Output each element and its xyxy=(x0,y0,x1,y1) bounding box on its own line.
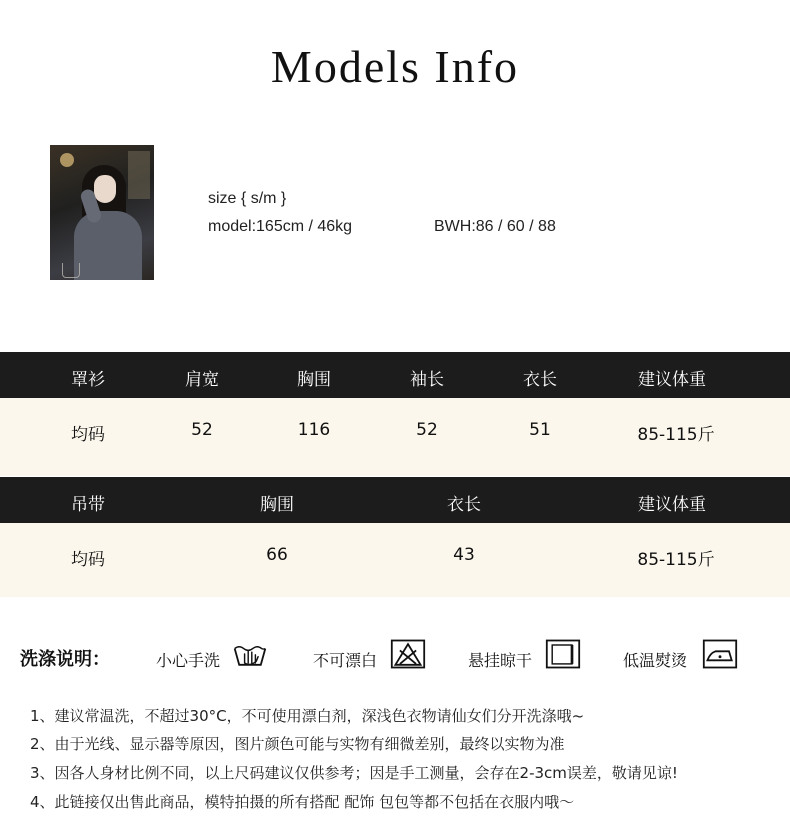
table2-row xyxy=(0,523,790,597)
table2-header-cell: 建议体重 xyxy=(638,495,706,515)
note-item: 2、由于光线、显示器等原因，图片颜色可能与实物有细微差别，最终以实物为准 xyxy=(30,735,565,753)
table2-cell: 85-115斤 xyxy=(637,550,715,570)
note-item: 1、建议常温洗，不超过30°C，不可使用漂白剂，深浅色衣物请仙女们分开洗涤哦~ xyxy=(30,707,585,725)
table1-cell: 均码 xyxy=(71,425,105,445)
table2-header-cell: 衣长 xyxy=(447,495,481,515)
table1-row xyxy=(0,398,790,476)
table1-header-cell: 衣长 xyxy=(523,370,557,390)
table1-cell: 51 xyxy=(529,420,551,440)
table1-cell: 85-115斤 xyxy=(637,425,715,445)
model-bwh: BWH:86 / 60 / 88 xyxy=(434,218,556,235)
page-title: Models Info xyxy=(270,41,520,92)
table2-header xyxy=(0,477,790,523)
note-item: 3、因各人身材比例不同，以上尺码建议仅供参考；因是手工测量，会存在2-3cm误差，敬请见谅! xyxy=(30,764,678,782)
care-label-hand-wash: 小心手洗 xyxy=(156,651,221,670)
note-item: 4、此链接仅出售此商品，模特拍摄的所有搭配 配饰 包包等都不包括在衣服内哦～ xyxy=(30,793,575,811)
table2-cell: 43 xyxy=(453,545,475,565)
table2-cell: 均码 xyxy=(71,550,105,570)
care-label-low-iron: 低温熨烫 xyxy=(623,651,688,670)
low-iron-icon xyxy=(702,638,738,670)
table2-cell: 66 xyxy=(266,545,288,565)
table1-header-cell: 袖长 xyxy=(410,370,444,390)
table1-cell: 52 xyxy=(416,420,438,440)
table1-header xyxy=(0,352,790,398)
care-label-hang-dry: 悬挂晾干 xyxy=(468,651,533,670)
care-label-no-bleach: 不可漂白 xyxy=(313,651,378,670)
table1-header-cell: 罩衫 xyxy=(71,370,105,390)
table1-header-cell: 肩宽 xyxy=(185,370,219,390)
table1-header-cell: 建议体重 xyxy=(638,370,706,390)
model-size: size { s/m } xyxy=(208,190,287,207)
table1-cell: 52 xyxy=(191,420,213,440)
table2-header-cell: 胸围 xyxy=(260,495,294,515)
care-title: 洗涤说明： xyxy=(20,649,110,670)
hand-wash-icon xyxy=(232,638,268,670)
table1-header-cell: 胸围 xyxy=(297,370,331,390)
no-bleach-icon xyxy=(390,638,426,670)
model-height-weight: model:165cm / 46kg xyxy=(208,218,353,235)
hang-dry-icon xyxy=(545,638,581,670)
model-photo xyxy=(50,145,154,280)
table1-cell: 116 xyxy=(297,420,331,440)
table2-header-cell: 吊带 xyxy=(71,495,105,515)
